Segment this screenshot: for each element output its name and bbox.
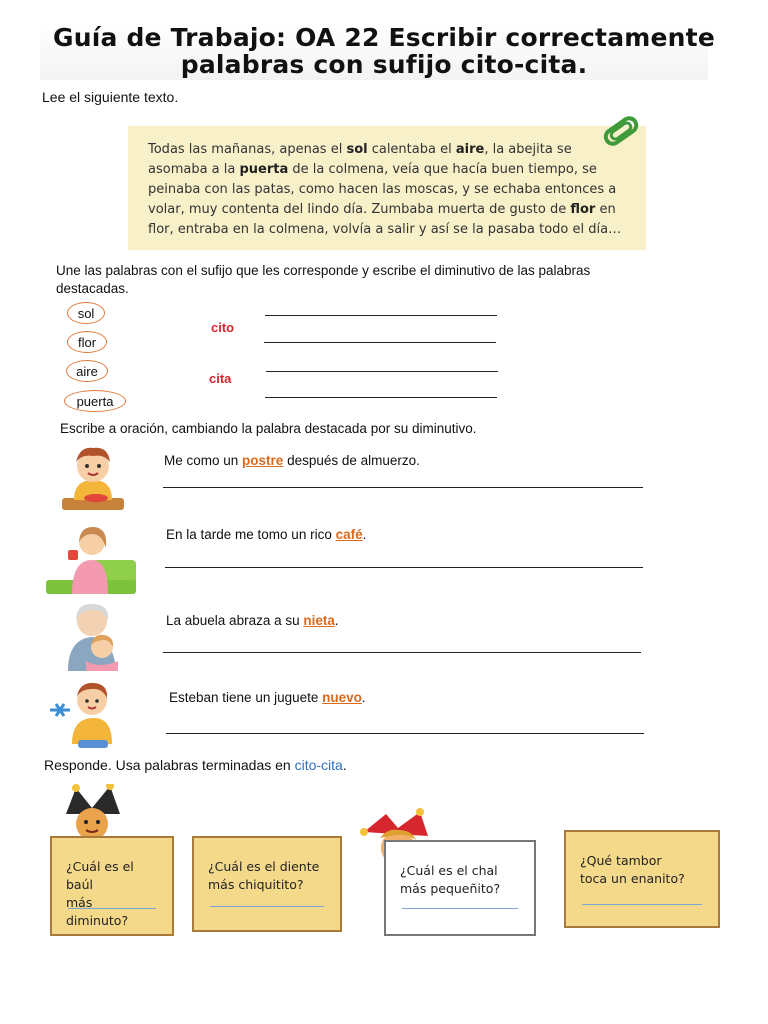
jester-illustration (56, 784, 130, 844)
question-card-4: ¿Qué tambor toca un enanito? (564, 830, 720, 928)
story-text-box: Todas las mañanas, apenas el sol calentaba el aire, la abejita se asomaba a la puerta de la colmena, veía que hacía buen tiempo, se peinaba con las patas, como hacen las moscas, y se echaba entonces a volar, muy contenta del lindo día. Zumbaba muerta de gusto de flor en flor, entraba en la colmena, volvía a salir y así se la pasaba todo el día… (128, 126, 646, 250)
boy-eating-illustration (60, 440, 126, 512)
respond-instruction: Responde. Usa palabras terminadas en cito-cita. (44, 757, 347, 773)
paperclip-icon (600, 112, 646, 150)
suffix-cito[interactable]: cito (211, 320, 235, 335)
word-pill-sol[interactable]: sol (67, 302, 105, 324)
match-instruction-line-1: Une las palabras con el sufijo que les corresponde y escribe el diminutivo de las palabras (56, 263, 591, 278)
answer-line[interactable] (265, 315, 497, 316)
answer-line[interactable] (68, 908, 156, 909)
sentence-2: En la tarde me tomo un rico café. (166, 527, 367, 542)
sentence-1: Me como un postre después de almuerzo. (164, 453, 420, 468)
word-pill-flor[interactable]: flor (67, 331, 107, 353)
word-pill-aire[interactable]: aire (66, 360, 108, 382)
question-card-3: ¿Cuál es el chal más pequeñito? (384, 840, 536, 936)
answer-line[interactable] (166, 733, 644, 734)
worksheet-title-line-2: palabras con sufijo cito-cita. (180, 50, 588, 79)
match-instruction-line-2: destacadas. (56, 281, 129, 296)
answer-line[interactable] (264, 342, 496, 343)
sentence-4: Esteban tiene un juguete nuevo. (169, 690, 366, 705)
answer-line[interactable] (402, 908, 518, 909)
word-pill-puerta[interactable]: puerta (64, 390, 126, 412)
question-card-1: ¿Cuál es el baúl más diminuto? (50, 836, 174, 936)
grandma-hug-illustration (64, 599, 124, 671)
answer-line[interactable] (163, 652, 641, 653)
woman-coffee-illustration (46, 520, 138, 596)
sentence-3: La abuela abraza a su nieta. (166, 613, 339, 628)
suffix-cita[interactable]: cita (209, 371, 232, 386)
boy-toy-illustration (48, 674, 124, 750)
rewrite-instruction: Escribe a oración, cambiando la palabra destacada por su diminutivo. (60, 421, 477, 436)
answer-line[interactable] (165, 567, 643, 568)
worksheet-title-line-1: Guía de Trabajo: OA 22 Escribir correctamente (53, 23, 715, 52)
answer-line[interactable] (582, 904, 702, 905)
answer-line[interactable] (266, 371, 498, 372)
read-instruction: Lee el siguiente texto. (42, 89, 179, 105)
answer-line[interactable] (210, 906, 324, 907)
question-card-2: ¿Cuál es el diente más chiquitito? (192, 836, 342, 932)
answer-line[interactable] (265, 397, 497, 398)
answer-line[interactable] (163, 487, 643, 488)
